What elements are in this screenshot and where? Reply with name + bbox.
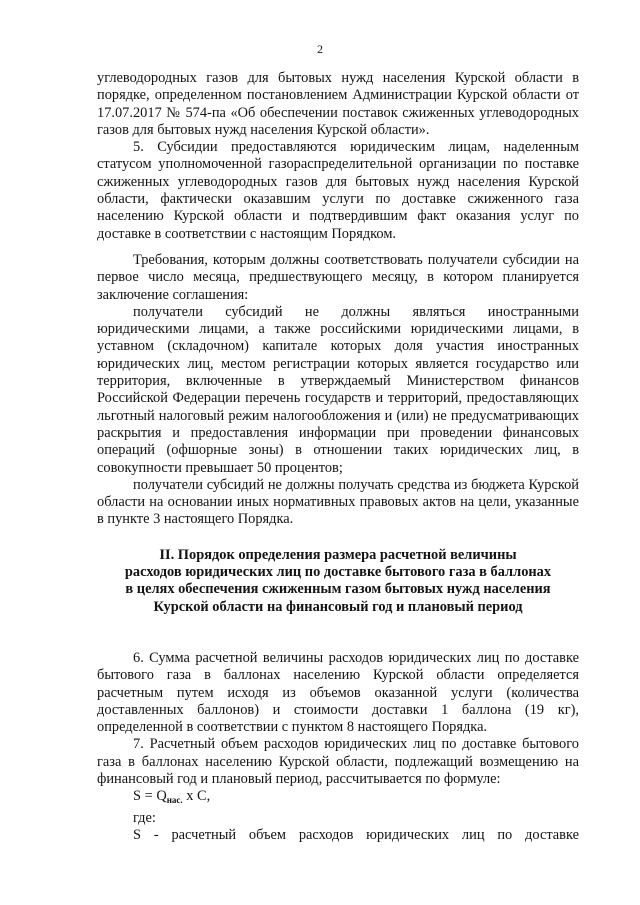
section-heading-line-4: Курской области на финансовый год и плановый период [153, 598, 523, 615]
document-body [97, 70, 579, 844]
paragraph-requirement-budget: получатели субсидий не должны получать средства из бюджета Курской области на основании иных нормативных правовых актов на цели, указанные в пункте 3 настоящего Порядка. [97, 476, 579, 528]
paragraph-definition-s: S - расчетный объем расходов юридических лиц по доставке [133, 826, 579, 843]
paragraph-item-5: 5. Субсидии предоставляются юридическим лицам, наделенным статусом уполномоченной газораспределительной организации по поставке сжиженных углеводородных газов для бытовых нужд населения Курской области, фактически оказавшим услуги по доставке сжиженного газа населению Курской области и подтвердившим факт оказания услуг по доставке в соответствии с настоящим Порядком. [97, 139, 579, 242]
section-heading-line-3: в целях обеспечения сжиженным газом бытовых нужд населения [125, 581, 551, 598]
paragraph-item-7: 7. Расчетный объем расходов юридических лиц по доставке бытового газа в баллонах населению Курской области, подлежащий возмещению на финансовый год и плановый период, рассчитывается по формуле: [97, 736, 579, 787]
paragraph-requirement-foreign: получатели субсидий не должны являться иностранными юридическими лицами, а также российскими юридическими лицами, в уставном (складочном) капитале которых доля участия иностранных юридических лиц, местом регистрации которых является государство или территория, включенные в утверждаемый Министерством финансов Российской Федерации перечень государств и территорий, предоставляющих льготный налоговый режим налогообложения и (или) не предусматривающих раскрытия и предоставления информации при проведении финансовых операций (офшорные зоны) в отношении таких юридических лиц, в совокупности превышает 50 процентов; [97, 303, 579, 476]
formula-where: где: [133, 809, 156, 826]
paragraph-item-6: 6. Сумма расчетной величины расходов юридических лиц по доставке бытового газа в баллонах населению Курской области определяется расчетным путем исходя из объемов оказанной услуги (количества доставленных баллонов) и стоимости доставки 1 баллона (19 кг), определенной в соответствии с пунктом 8 настоящего Порядка. [97, 649, 579, 736]
section-heading [97, 547, 579, 616]
page-number: 2 [317, 42, 323, 56]
paragraph-continuation: углеводородных газов для бытовых нужд населения Курской области в порядке, определенном постановлением Администрации Курской области от 17.07.2017 № 574-па «Об обеспечении поставок сжиженных углеводородных газов для бытовых нужд населения Курской области». [97, 70, 579, 138]
formula [97, 788, 579, 809]
formula-rhs: х С, [182, 788, 211, 805]
section-heading-line-2: расходов юридических лиц по доставке бытового газа в баллонах [124, 564, 552, 581]
formula-subscript: нас. [166, 795, 183, 806]
formula-lhs: S = Q [133, 788, 167, 805]
section-heading-line-1: II. Порядок определения размера расчетной величины [159, 546, 517, 563]
paragraph-requirements: Требования, которым должны соответствовать получатели субсидии на первое число месяца, предшествующего месяцу, в котором планируется заключение соглашения: [97, 251, 579, 303]
